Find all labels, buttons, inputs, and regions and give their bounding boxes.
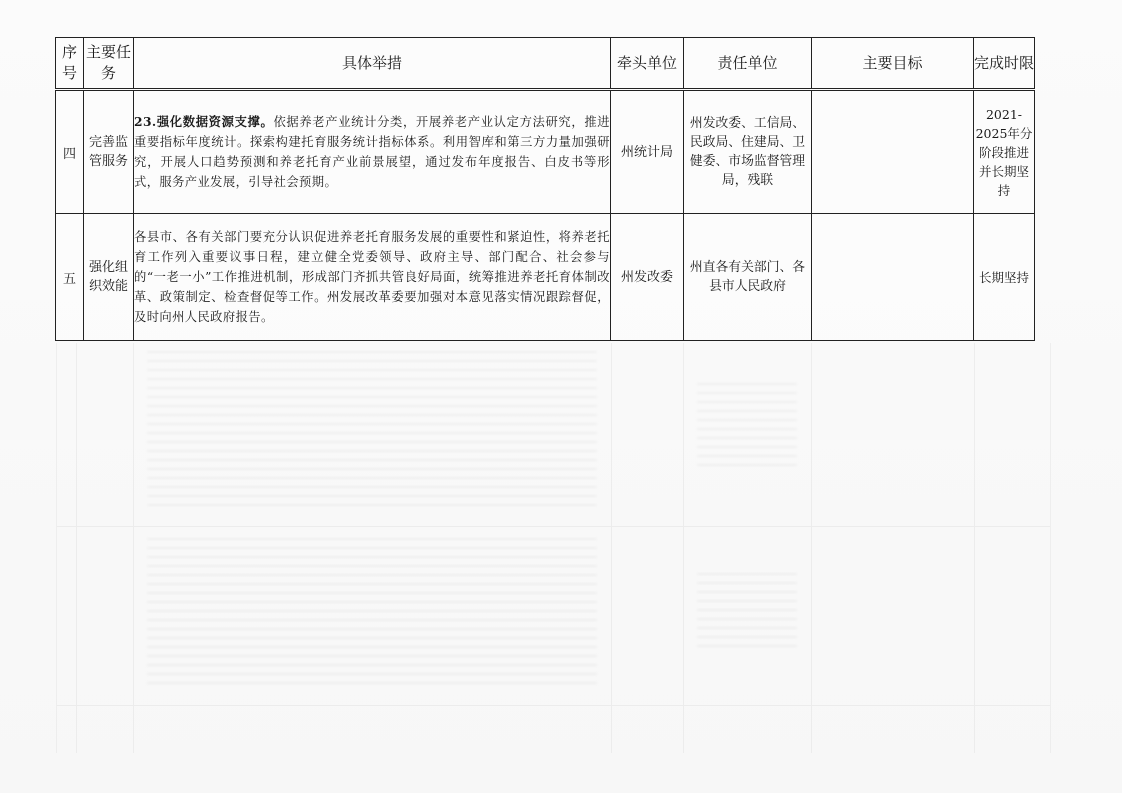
row-measure <box>134 214 611 341</box>
row-seq: 四 <box>56 90 84 214</box>
row-lead-unit: 州统计局 <box>611 90 684 214</box>
table-row <box>56 90 1035 214</box>
row-deadline: 2021-2025年分阶段推进并长期坚持 <box>974 90 1035 214</box>
header-main-goal: 主要目标 <box>812 38 974 90</box>
row-lead-unit: 州发改委 <box>611 214 684 341</box>
header-task: 主要任务 <box>84 38 134 90</box>
row-main-goal <box>812 90 974 214</box>
header-measures: 具体举措 <box>134 38 611 90</box>
measure-title: 23.强化数据资源支撑。 <box>134 114 274 129</box>
header-row <box>56 38 1035 90</box>
bleed-through-ghost <box>56 343 1051 753</box>
row-task: 完善监管服务 <box>84 90 134 214</box>
row-measure <box>134 90 611 214</box>
header-lead-unit: 牵头单位 <box>611 38 684 90</box>
row-main-goal <box>812 214 974 341</box>
row-task: 强化组织效能 <box>84 214 134 341</box>
header-responsible-units: 责任单位 <box>684 38 812 90</box>
header-seq: 序号 <box>56 38 84 90</box>
measure-text: 依据养老产业统计分类，开展养老产业认定方法研究，推进重要指标年度统计。探索构建托育服务统计指标体系。利用智库和第三方力量加强研究，开展人口趋势预测和养老托育产业前景展望，通过发布年度报告、白皮书等形式，服务产业发展，引导社会预期。 <box>134 115 610 189</box>
measure-text: 各县市、各有关部门要充分认识促进养老托育服务发展的重要性和紧迫性，将养老托育工作列入重要议事日程，建立健全党委领导、政府主导、部门配合、社会参与的“一老一小”工作推进机制，形成部门齐抓共管良好局面，统筹推进养老托育体制改革、政策制定、检查督促等工作。州发展改革委要加强对本意见落实情况跟踪督促，及时向州人民政府报告。 <box>134 230 610 324</box>
row-responsible-units: 州直各有关部门、各县市人民政府 <box>684 214 812 341</box>
row-responsible-units: 州发改委、工信局、民政局、住建局、卫健委、市场监督管理局，残联 <box>684 90 812 214</box>
row-seq: 五 <box>56 214 84 341</box>
table-row <box>56 214 1035 341</box>
task-table <box>55 37 1035 341</box>
row-deadline: 长期坚持 <box>974 214 1035 341</box>
header-deadline: 完成时限 <box>974 38 1035 90</box>
